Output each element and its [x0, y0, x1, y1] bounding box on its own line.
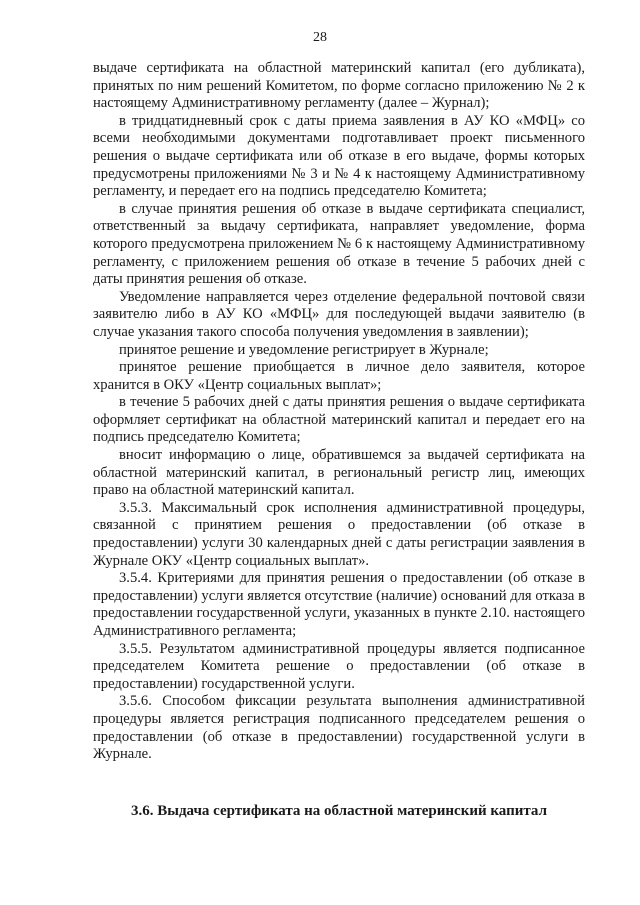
page-number: 28 [313, 30, 327, 45]
paragraph-3-5-4: 3.5.4. Критериями для принятия решения о предоставлении (об отказе в предоставлении) услуги является отсутствие (наличие) оснований для отказа в предоставлении государственной услуги, указанных в пункте 2.10. настоящего Административного регламента; [93, 570, 585, 639]
document-body [93, 60, 585, 764]
paragraph-journal-continuation: выдаче сертификата на областной материнский капитал (его дубликата), принятых по ним решений Комитетом, по форме согласно приложению № 2 к настоящему Административному регламенту (далее – Журнал); [93, 60, 585, 112]
section-heading: 3.6. Выдача сертификата на областной материнский капитал [131, 803, 547, 819]
paragraph-refusal-case: в случае принятия решения об отказе в выдаче сертификата специалист, ответственный за выдачу сертификата, направляет уведомление, форма которого предусмотрена приложением № 6 к настоящему Административному регламенту, с приложением решения об отказе в течение 5 рабочих дней с даты принятия решения об отказе. [93, 200, 585, 288]
paragraph-regional-register: вносит информацию о лице, обратившемся за выдачей сертификата на областной материнский капитал, в региональный регистр лиц, имеющих право на областной материнский капитал. [93, 447, 585, 499]
paragraph-3-5-6: 3.5.6. Способом фиксации результата выполнения административной процедуры является регистрация подписанного председателем решения о предоставлении (об отказе в предоставлении) государственной услуги в Журнале. [93, 693, 585, 763]
paragraph-3-5-3: 3.5.3. Максимальный срок исполнения административной процедуры, связанной с принятием решения о предоставлении (об отказе в предоставлении) услуги 30 календарных дней с даты регистрации заявления в Журнале ОКУ «Центр социальных выплат». [93, 499, 585, 569]
paragraph-3-5-5: 3.5.5. Результатом административной процедуры является подписанное председателем Комитета решение о предоставлении (об отказе в предоставлении) государственной услуги. [93, 640, 585, 692]
paragraph-personal-file: принятое решение приобщается в личное дело заявителя, которое хранится в ОКУ «Центр социальных выплат»; [93, 359, 585, 393]
paragraph-registration: принятое решение и уведомление регистрирует в Журнале; [119, 341, 489, 358]
paragraph-thirty-day-term: в тридцатидневный срок с даты приема заявления в АУ КО «МФЦ» со всеми необходимыми документами подготавливает проект письменного решения о выдаче сертификата или об отказе в его выдаче, формы которых предусмотрены приложениями № 3 и № 4 к настоящему Административному регламенту, и передает его на подпись председателю Комитета; [93, 112, 585, 200]
paragraph-notification-delivery: Уведомление направляется через отделение федеральной почтовой связи заявителю либо в АУ КО «МФЦ» для последующей выдачи заявителю (в случае указания такого способа получения уведомления в заявлении); [93, 288, 585, 340]
paragraph-certificate-issuance: в течение 5 рабочих дней с даты принятия решения о выдаче сертификата оформляет сертификат на областной материнский капитал и передает его на подпись председателю Комитета; [93, 394, 585, 446]
